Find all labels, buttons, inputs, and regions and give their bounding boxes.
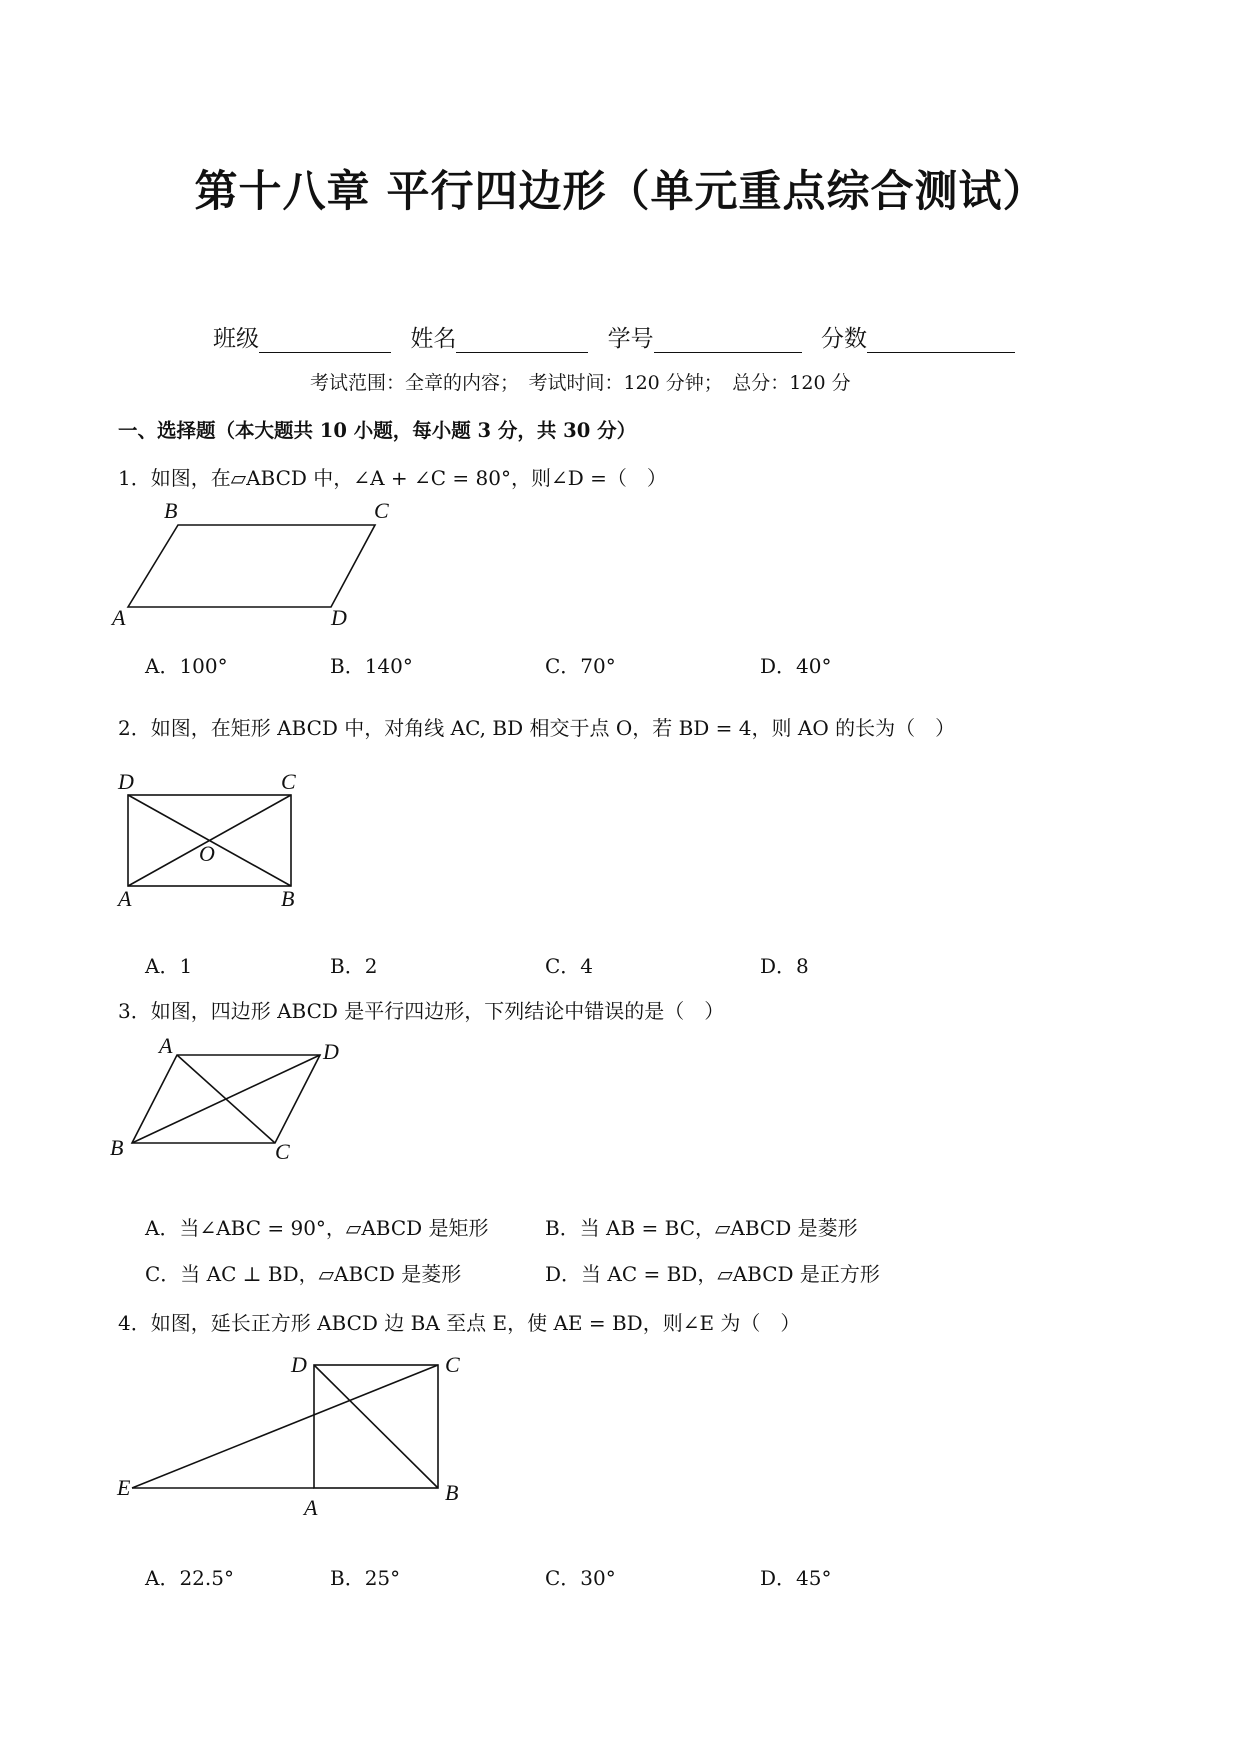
center-label-o: O — [199, 841, 215, 866]
question-4-figure — [105, 1345, 485, 1525]
student-id-label: 学号 — [607, 326, 654, 352]
score-blank[interactable] — [867, 328, 1015, 353]
question-4-stem: 4．如图，延长正方形 ABCD 边 BA 至点 E，使 AE = BD，则∠E 为（ ） — [118, 1311, 801, 1335]
question-2-figure — [110, 765, 310, 911]
q3-option-a[interactable]: A．当∠ABC = 90°，▱ABCD 是矩形 — [145, 1216, 489, 1240]
vertex-label-b: B — [445, 1480, 459, 1505]
class-blank[interactable] — [259, 328, 391, 353]
section-title: 一、选择题（本大题共 10 小题，每小题 3 分，共 30 分） — [118, 419, 637, 442]
vertex-label-a: A — [304, 1495, 318, 1520]
q4-option-c[interactable]: C．30° — [545, 1566, 616, 1590]
q2-option-d[interactable]: D．8 — [760, 954, 809, 978]
name-blank[interactable] — [456, 328, 588, 353]
q1-option-a[interactable]: A．100° — [145, 654, 228, 678]
q2-option-b[interactable]: B．2 — [330, 954, 378, 978]
score-label: 分数 — [820, 326, 867, 352]
student-info-line — [213, 320, 1015, 353]
diagonal-bd — [132, 1055, 320, 1143]
q3-option-c[interactable]: C．当 AC ⊥ BD，▱ABCD 是菱形 — [145, 1262, 462, 1286]
q3-option-b[interactable]: B．当 AB = BC，▱ABCD 是菱形 — [545, 1216, 858, 1240]
q1-option-b[interactable]: B．140° — [330, 654, 413, 678]
q1-option-c[interactable]: C．70° — [545, 654, 616, 678]
vertex-label-c: C — [281, 769, 296, 794]
q4-option-a[interactable]: A．22.5° — [145, 1566, 234, 1590]
name-label: 姓名 — [410, 326, 457, 352]
vertex-label-c: C — [445, 1352, 460, 1377]
class-label: 班级 — [213, 326, 259, 352]
segment-ec — [132, 1365, 438, 1488]
q4-option-b[interactable]: B．25° — [330, 1566, 401, 1590]
q2-option-a[interactable]: A．1 — [145, 954, 193, 978]
vertex-label-c: C — [374, 498, 389, 523]
student-id-blank[interactable] — [654, 328, 802, 353]
parallelogram-shape — [128, 525, 375, 607]
vertex-label-d: D — [118, 769, 134, 794]
vertex-label-c: C — [275, 1139, 290, 1164]
vertex-label-a: A — [159, 1033, 173, 1058]
diagonal-db — [314, 1365, 438, 1488]
vertex-label-b: B — [164, 498, 178, 523]
vertex-label-b: B — [110, 1135, 124, 1160]
q1-option-d[interactable]: D．40° — [760, 654, 832, 678]
q2-option-c[interactable]: C．4 — [545, 954, 594, 978]
vertex-label-d: D — [323, 1039, 339, 1064]
question-3-stem: 3．如图，四边形 ABCD 是平行四边形，下列结论中错误的是（ ） — [118, 999, 725, 1023]
vertex-label-d: D — [291, 1352, 307, 1377]
vertex-label-a: A — [112, 605, 126, 630]
vertex-label-b: B — [281, 886, 295, 911]
question-1-stem: 1．如图，在▱ABCD 中，∠A + ∠C = 80°，则∠D =（ ） — [118, 466, 667, 490]
question-2-stem: 2．如图，在矩形 ABCD 中，对角线 AC, BD 相交于点 O，若 BD = 4，则 AO 的长为（ ） — [118, 716, 956, 740]
question-1-figure — [110, 500, 410, 630]
q3-option-d[interactable]: D．当 AC = BD，▱ABCD 是正方形 — [545, 1262, 880, 1286]
question-3-figure — [105, 1035, 355, 1170]
exam-scope: 考试范围：全章的内容； 考试时间：120 分钟； 总分：120 分 — [310, 372, 851, 394]
vertex-label-d: D — [331, 605, 347, 630]
page-title: 第十八章 平行四边形（单元重点综合测试） — [194, 167, 1047, 217]
q4-option-d[interactable]: D．45° — [760, 1566, 832, 1590]
vertex-label-a: A — [118, 886, 132, 911]
point-label-e: E — [117, 1475, 131, 1500]
